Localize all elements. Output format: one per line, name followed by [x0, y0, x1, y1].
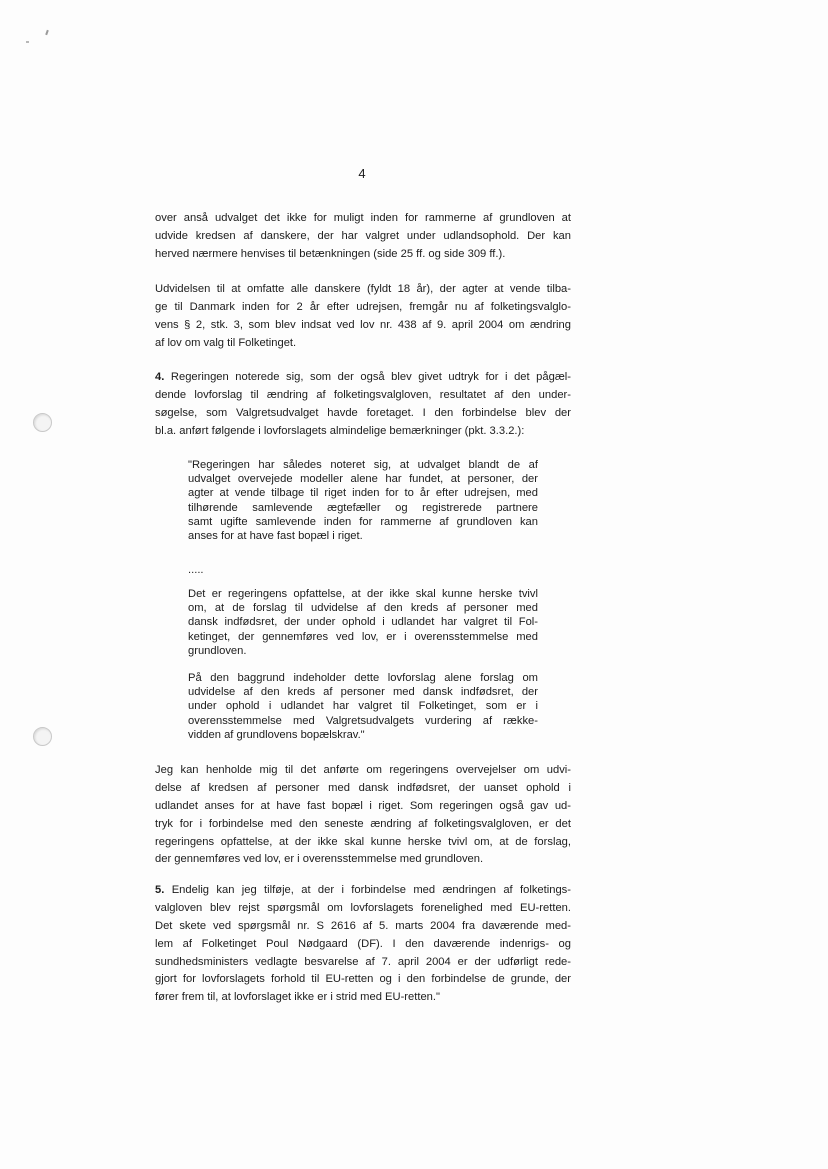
text-line: ge til Danmark inden for 2 år efter udrejsen, fremgår nu af folketingsvalglo-: [155, 300, 571, 313]
quote-line: om, at de forslag til udvidelse af den kreds af personer med: [188, 602, 538, 615]
quote-line: agter at vende tilbage til riget inden for to år efter udrejsen, med: [188, 487, 538, 500]
text-line: udlandet anses for at have fast bopæl i riget. Som regeringen også gav ud-: [155, 799, 571, 812]
text-line: vens § 2, stk. 3, som blev indsat ved lov nr. 438 af 9. april 2004 om ændring: [155, 318, 571, 331]
text-line: [155, 882, 571, 900]
quote-line: anses for at have fast bopæl i riget.: [188, 529, 363, 542]
block-quote-3: [188, 671, 538, 742]
text-line-content: Endelig kan jeg tilføje, at der i forbindelse med ændringen af folketings-: [171, 884, 571, 896]
text-line: udvide kredsen af danskere, der har valgret under udlandsophold. Der kan: [155, 229, 571, 242]
text-line: fører frem til, at lovforslaget ikke er i strid med EU-retten.": [155, 991, 440, 1004]
text-line: lem af Folketinget Poul Nødgaard (DF). I den daværende indenrigs- og: [155, 937, 571, 950]
block-quote-1: [188, 458, 538, 543]
block-quote-2: [188, 587, 538, 658]
scan-speck: [45, 30, 49, 35]
section-number: 4.: [155, 371, 165, 383]
quote-line: Det er regeringens opfattelse, at der ikke skal kunne herske tvivl: [188, 588, 538, 600]
quote-line: På den baggrund indeholder dette lovforslag alene forslag om: [188, 672, 538, 684]
punch-hole: [33, 727, 52, 746]
text-line: søgelse, som Valgretsudvalget havde foretaget. I den forbindelse blev der: [155, 406, 571, 419]
paragraph-concurrence: [155, 762, 571, 869]
section-number: 5.: [155, 884, 165, 896]
ellipsis-text: .....: [188, 564, 204, 576]
paragraph-section-5: [155, 882, 571, 1007]
quote-line: udvalget overvejede modeller alene har fundet, at personer, der: [188, 473, 538, 486]
text-line: Jeg kan henholde mig til det anførte om regeringens overvejelser om udvi-: [155, 764, 571, 776]
text-line: bl.a. anført følgende i lovforslagets almindelige bemærkninger (pkt. 3.3.2.):: [155, 424, 525, 437]
text-line: dende lovforslag til ændring af folketingsvalgloven, resultatet af den under-: [155, 388, 571, 401]
quote-line: "Regeringen har således noteret sig, at udvalget blandt de af: [188, 459, 538, 471]
paragraph-extension: [155, 281, 571, 353]
quote-ellipsis: [188, 563, 248, 577]
paragraph-section-4: [155, 369, 571, 441]
text-line: tryk for i forbindelse med den seneste ændring af folketingsvalgloven, er det: [155, 817, 571, 830]
text-line: regeringens opfattelse, at der ikke skal kunne herske tvivl om, at de forslag,: [155, 835, 571, 848]
quote-line: ketinget, der gennemføres ved lov, er i overensstemmelse med: [188, 630, 538, 643]
text-line: [155, 369, 571, 387]
text-line: gjort for lovforslagets forhold til EU-retten og i den forbindelse de grunde, der: [155, 973, 571, 986]
quote-line: dansk indfødsret, der under ophold i udlandet har valgret til Fol-: [188, 616, 538, 629]
quote-line: grundloven.: [188, 644, 247, 657]
punch-hole: [33, 413, 52, 432]
page-number: 4: [358, 166, 366, 181]
scan-speck: [26, 41, 29, 43]
text-line: valgloven blev rejst spørgsmål om lovforslagets forenelighed med EU-retten.: [155, 901, 571, 914]
quote-line: overensstemmelse med Valgretsudvalgets vurdering af række-: [188, 714, 538, 727]
quote-line: udvidelse af den kreds af personer med dansk indfødsret, der: [188, 686, 538, 699]
quote-line: vidden af grundlovens bopælskrav.": [188, 728, 365, 741]
paragraph-intro: [155, 210, 571, 264]
text-line: Det skete ved spørgsmål nr. S 2616 af 5. marts 2004 fra daværende med-: [155, 919, 571, 932]
quote-line: under ophold i udlandet har valgret til Folketinget, som er i: [188, 700, 538, 713]
text-line: over anså udvalget det ikke for muligt inden for rammerne af grundloven at: [155, 212, 571, 224]
text-line: Udvidelsen til at omfatte alle danskere (fyldt 18 år), der agter at vende tilba-: [155, 283, 571, 295]
text-line: sundhedsministers vedlagte besvarelse af 7. april 2004 er der udførligt rede-: [155, 955, 571, 968]
text-line: af lov om valg til Folketinget.: [155, 336, 297, 349]
text-line-content: Regeringen noterede sig, som der også blev givet udtryk for i det pågæl-: [170, 371, 572, 383]
text-line: delse af kredsen af personer med dansk indfødsret, der uanset ophold i: [155, 781, 571, 794]
text-line: herved nærmere henvises til betænkningen (side 25 ff. og side 309 ff.).: [155, 247, 506, 260]
text-line: der gennemføres ved lov, er i overensstemmelse med grundloven.: [155, 853, 484, 866]
quote-line: samt ugifte samlevende inden for rammerne af grundloven kan: [188, 515, 538, 528]
quote-line: tilhørende samlevende ægtefæller og registrerede partnere: [188, 501, 538, 514]
